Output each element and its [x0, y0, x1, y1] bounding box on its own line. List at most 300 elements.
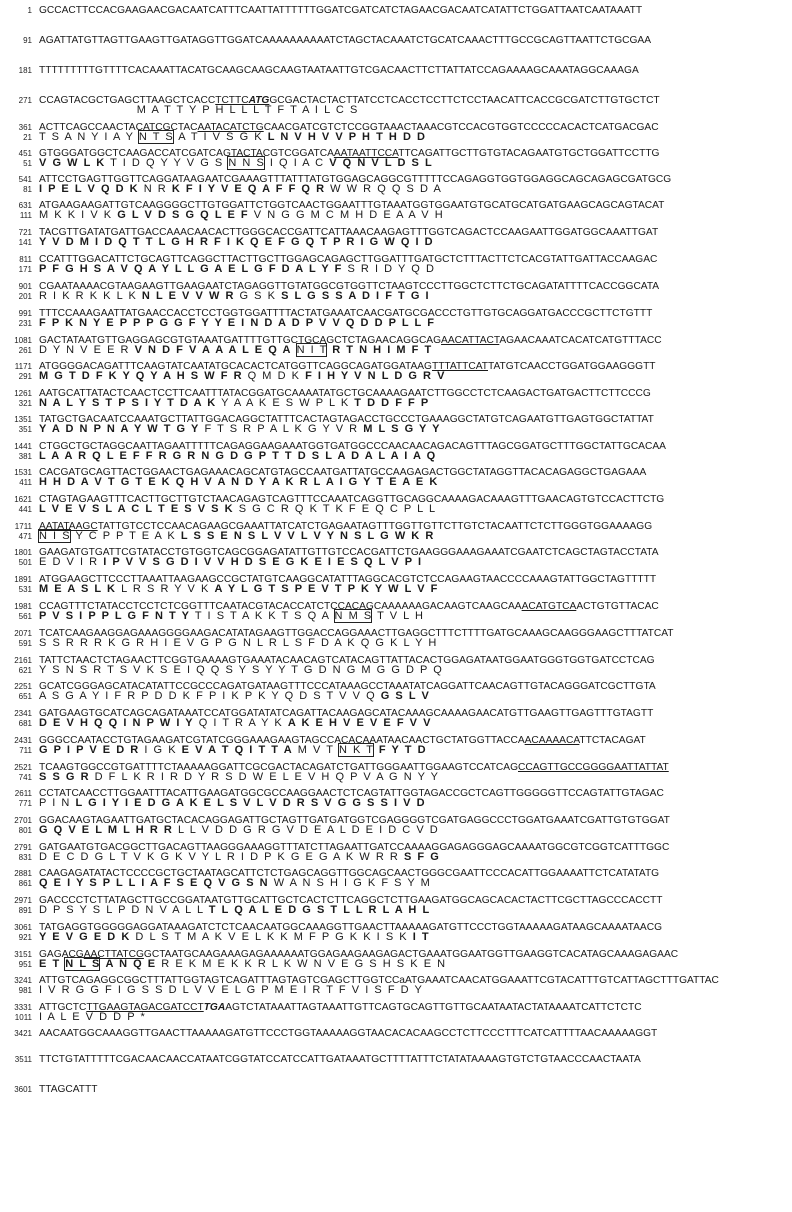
line-number: 501 [18, 558, 32, 567]
sequence-segment: L S S E N S L V V L V Y N S L G W K R [180, 530, 434, 542]
aminoacid-sequence [39, 931, 789, 944]
aminoacid-line [0, 797, 792, 810]
sequence-segment: M A T T Y P H L L L T F T A I L C S [39, 104, 358, 116]
sequence-segment: ATTGCTC [39, 1002, 87, 1013]
aminoacid-line [0, 317, 792, 330]
sequence-segment: S F G [403, 851, 439, 863]
aminoacid-sequence [39, 317, 789, 330]
line-number: 351 [18, 425, 32, 434]
sequence-segment: F I H Y V N L D G R V [305, 370, 445, 382]
line-number: 91 [23, 36, 32, 45]
nucleotide-line [0, 4, 792, 17]
aminoacid-sequence [39, 797, 789, 810]
glycosylation-site-box: N I T [296, 344, 327, 356]
nucleotide-sequence [39, 64, 789, 77]
sequence-segment: E V A T Q I T T A [181, 744, 292, 756]
underlined-motif: ACATGTCA [521, 601, 577, 612]
sequence-segment: T I S T A K K T S Q A [188, 610, 335, 622]
sequence-segment: AGAACAAATCACATCATGTTTACC [499, 335, 662, 346]
aminoacid-sequence [39, 958, 789, 971]
sequence-segment: K F I Y V E Q A F F Q R [171, 183, 325, 195]
aminoacid-sequence [39, 157, 789, 170]
nucleotide-line [0, 1053, 792, 1066]
line-number: 901 [18, 282, 32, 291]
sequence-segment: TTTTTTTTTGTTTTCACAAATTACATGCAAGCAAGCAAGTAATAATTGTCGACAACTTCTTATTATCCAGAAAAGCAAATAGGCAAAGA [39, 65, 639, 76]
sequence-segment: GACTATAATGTTGAGGAGCGTGTAAATGATTTTGTTGCTGCAGCTCTAGAACAGGCAG [39, 335, 442, 346]
nucleotide-sequence [39, 1027, 789, 1040]
line-number: 3601 [14, 1085, 32, 1094]
sequence-segment: I T [412, 931, 429, 943]
sequence-segment: P I N [39, 797, 76, 809]
nucleotide-line [0, 1027, 792, 1040]
aminoacid-sequence [39, 423, 789, 436]
sequence-segment: P F G H S A V Q A Y L L G A E L G F D A L Y F [39, 263, 342, 275]
aminoacid-sequence [39, 476, 789, 489]
aminoacid-sequence [39, 904, 789, 917]
underlined-motif: ACAAAACA [524, 735, 580, 746]
line-number: 991 [18, 309, 32, 318]
line-number: 411 [19, 478, 32, 487]
aminoacid-line [0, 263, 792, 276]
sequence-segment: ATGGAAGCTTCCCTTAAATTAAGAAGCCGCTATGTCAAGGCATATTTAGGCACGTCTCCAGAAGTAACCCCAAAGTATTGGCTAGTTTTT [39, 574, 657, 585]
sequence-segment: A T I V S G K [172, 131, 268, 143]
line-number: 2341 [14, 709, 32, 718]
line-number: 261 [18, 346, 32, 355]
sequence-segment: T L Q A L E D G S T L L R L A H L [208, 904, 430, 916]
sequence-segment: E D V I R [39, 556, 104, 568]
line-number: 1891 [14, 575, 32, 584]
aminoacid-line [0, 503, 792, 516]
sequence-segment: G S K [233, 290, 282, 302]
line-number: 291 [18, 372, 32, 381]
sequence-segment: TATGCTGACAATCCAAATGCTTATTGGACAGGCTATTTCACTAGTAGACCTGCCCTGAAAGGCTATGTCAGAATGTTGAGTGGCTATTAT [39, 414, 654, 425]
sequence-segment: TTCTACAGAT [579, 735, 646, 746]
line-number: 321 [18, 399, 32, 408]
sequence-segment: I P V V S G D I V V H D S E G K E I E S Q L V P I [103, 556, 422, 568]
line-number: 2791 [14, 843, 32, 852]
sequence-segment: GGACAAGTAGAATTGATGCTACACAGGAGATTGCTAGTTGATGATGGTCGAGGGGTCGATGAGGCCCTGGATGAAATCGATTGTGTGGAT [39, 815, 670, 826]
sequence-segment: D Y N V E E R [39, 344, 135, 356]
aminoacid-sequence [39, 104, 789, 117]
line-number: 1081 [14, 336, 32, 345]
line-number: 1531 [14, 468, 32, 477]
aminoacid-line [0, 290, 792, 303]
sequence-segment: M G T D F K Y Q Y A H S W F R [39, 370, 242, 382]
aminoacid-line [0, 344, 792, 357]
sequence-segment: T V L H [371, 610, 423, 622]
glycosylation-site-box: N N S [228, 157, 264, 169]
sequence-segment: ATGAAGAAGATTGTCAAGGGGCTTGTGGATTCTGGTCAACTGGAATTTGTAAATGGTGGAATGTGCATGCATGATGAAGCAGCAGTACAT [39, 200, 665, 211]
sequence-segment: TATGAGGTGGGGGAGGATAAAGATCTCTCAACAATGGCAAAGGTTGAACTTAAAAAGATGTTCCCTGGTAAAAAGATAAGCAAAATAACG [39, 922, 662, 933]
line-number: 2431 [14, 736, 32, 745]
sequence-segment: TGA [203, 1002, 226, 1013]
aminoacid-sequence [39, 397, 789, 410]
sequence-segment: TATGTCAACCTGGATGGAAGGGTT [488, 361, 656, 372]
aminoacid-sequence [39, 583, 789, 596]
line-number: 231 [18, 319, 32, 328]
sequence-segment: M L S G Y Y [363, 423, 440, 435]
sequence-segment: L V E V S L A C L T E S V S K [39, 503, 233, 515]
sequence-segment: G Q V E L M L H R R [39, 824, 172, 836]
sequence-segment: CAACGATCGTCTCCGGTAAACTAAACGTCCACGTGGTCCCCCACACTCATGACGAC [263, 122, 659, 133]
sequence-segment: ACTTCAGCCAACTACATCGCTAC [39, 122, 198, 133]
sequence-segment: V G W L K [39, 157, 105, 169]
aminoacid-sequence [39, 637, 789, 650]
underlined-motif: ATG [248, 95, 270, 106]
sequence-segment: AGTCTATAAATTAGTAAATTGTTCAGTGCAGTTGTTGCAATAATACTATAAAATCATTCTCTC [225, 1002, 642, 1013]
line-number: 981 [18, 986, 32, 995]
sequence-segment: TTTCCAAAGAATTATGAACCACCTCCTGGTGGATTTTACTATGAAATCAACGATGCGACCCTGTTGTGCAGGATGACCCGCTTCTGTTT [39, 308, 653, 319]
line-number: 471 [18, 532, 32, 541]
aminoacid-line [0, 931, 792, 944]
nucleotide-sequence [39, 1083, 789, 1096]
sequence-segment: L G I Y I E D G A K E L S V L V D R S V G G S S I V D [75, 797, 425, 809]
sequence-segment: G S L V [380, 690, 429, 702]
aminoacid-sequence [39, 503, 789, 516]
sequence-segment: G P I P V E D R [39, 744, 139, 756]
sequence-segment: TCAAGTGGCCGTGATTTTCTAAAAAGGATTCGCGACTACAGATCTGATTGGGAATTGGAAGTCCATCAG [39, 762, 518, 773]
sequence-segment: D E C D G L T V K G K V Y L R I D P K G E G A K W R R [39, 851, 404, 863]
sequence-segment: V N D F V A A A L E Q A [134, 344, 291, 356]
sequence-segment: CCAGTACGCTGAGCTTAAGCTCACC [39, 95, 216, 106]
sequence-segment: V N G G M C M H D E A A V H [247, 209, 443, 221]
line-number: 2521 [14, 763, 32, 772]
sequence-segment: ATTGTCAGAGGCGGCTTTATTGGTAGTCAGATTTAGTAGTCGAGCTTGGTCCaATGAAATCAACATGGAAATTCGTACATTTGTCATTAGCTTTGATTAC [39, 975, 719, 986]
nucleotide-sequence [39, 34, 789, 47]
aminoacid-line [0, 958, 792, 971]
sequence-segment: I Q I A C [263, 157, 330, 169]
underlined-motif: AATAATTCCA [333, 148, 399, 159]
sequence-segment: L A A R Q L E F F R G R N G D G P T T D S L A D A L A I A Q [39, 450, 436, 462]
line-number: 141 [18, 238, 32, 247]
sequence-segment: L R S R Y V K [115, 583, 215, 595]
line-number: 2611 [14, 789, 32, 798]
aminoacid-line [0, 1011, 792, 1024]
aminoacid-sequence [39, 556, 789, 569]
sequence-segment: D P S Y S L P D N V A L L [39, 904, 209, 916]
nucleotide-sequence [39, 4, 789, 17]
aminoacid-sequence [39, 263, 789, 276]
sequence-segment: A K E H V E V E F V V [287, 717, 431, 729]
aminoacid-line [0, 904, 792, 917]
sequence-segment: ATTCCTGAGTTGGTTCAGGATAAGAATCGAAAGTTTATTTATGTGGAGCAGGCGTTTTTCCAGAGGTGGTGGAGGCAGCAGAGCGATGCG [39, 174, 672, 185]
sequence-segment: AATGCATTATACTCAACTCCTTCAATTTATACGGATGCAAAATATGCTGCAAAAGAATCTTGGCCTCTCAAGACTGATGACTTCTTCCCG [39, 388, 651, 399]
sequence-segment: N L E V V W R [141, 290, 234, 302]
aminoacid-sequence [39, 183, 789, 196]
line-number: 451 [18, 149, 32, 158]
aminoacid-line [0, 530, 792, 543]
aminoacid-sequence [39, 344, 789, 357]
nucleotide-line [0, 1083, 792, 1096]
line-number: 1 [27, 6, 32, 15]
underlined-motif: TCTTC [215, 95, 249, 106]
line-number: 651 [18, 692, 32, 701]
line-number: 81 [23, 185, 32, 194]
line-number: 741 [18, 773, 32, 782]
aminoacid-sequence [39, 610, 789, 623]
aminoacid-sequence [39, 370, 789, 383]
glycosylation-site-box: N T S [138, 131, 173, 143]
sequence-segment: D F L K R I R D Y R S D W E L E V H Q P V A G N Y Y [88, 771, 438, 783]
sequence-segment: GTGGGATGGCTCAAGACCATCGATCAGTACTACGTCGGATCA [39, 148, 334, 159]
aminoacid-sequence [39, 209, 789, 222]
sequence-segment: W A N S H I G K F S Y M [267, 877, 430, 889]
sequence-segment: GCCACTTCCACGAAGAACGACAATCATTTCAATTATTTTTTGGATCGATCATCTAGAACGACAATCATATTCTGGATTAATCAATAAATT [39, 5, 643, 16]
line-number: 1621 [14, 495, 32, 504]
aminoacid-line [0, 104, 792, 117]
sequence-segment: AGATTATGTTAGTTGAAGTTGATAGGTTGGATCAAAAAAAAAATCTAGCTACAAATCTGCATCAAACTTTGCCGCAGTTAATTCTGCGAA [39, 35, 652, 46]
aminoacid-line [0, 771, 792, 784]
aminoacid-line [0, 717, 792, 730]
aminoacid-sequence [39, 717, 789, 730]
line-number: 831 [18, 853, 32, 862]
line-number: 631 [18, 201, 32, 210]
sequence-segment: GACCCCTCTTATAGCTTGCCGGATAATGTTGCATTGCTCACTCTTCAGGCTCTTGAAGATGGCAGCACACTACTTCGCTTAGCCCACCTT [39, 895, 663, 906]
glycosylation-site-box: N K T [338, 744, 373, 756]
line-number: 21 [23, 133, 32, 142]
aminoacid-line [0, 610, 792, 623]
aminoacid-line [0, 984, 792, 997]
sequence-segment: CCAGTTTCTATACCTCCTCTCGGTTTCAATACGTACACCATCTCCACAGCAAAAAAGACAAGTCAAGCAA [39, 601, 522, 612]
aminoacid-sequence [39, 1011, 789, 1024]
underlined-motif: AATATAAGC [39, 521, 98, 532]
line-number: 181 [18, 66, 32, 75]
aminoacid-line [0, 236, 792, 249]
line-number: 771 [18, 799, 32, 808]
sequence-segment: ATGGGGACAGATTTCAAGTATCAATATGCACACTCATGGTTCAGGCAGATGGATAAG [39, 361, 432, 372]
sequence-segment: GCATCGGGAGCATACATATTCCGCCCAGATGATAAGTTTCCCATAAAGCCTAAATATCAGGATTCAACAGTTGTACAGGGATCGCTTGTA [39, 681, 656, 692]
sequence-segment: F Y T D [378, 744, 426, 756]
sequence-segment: N A L Y S T P S I Y T D A K [39, 397, 216, 409]
sequence-segment: R T N H I M F T [332, 344, 432, 356]
line-number: 171 [18, 265, 32, 274]
aminoacid-sequence [39, 877, 789, 890]
sequence-segment: G L V D S G Q L E F [117, 209, 248, 221]
aminoacid-line [0, 209, 792, 222]
sequence-segment: R E K M E K K R L K W N V E G S H S K E N [155, 958, 446, 970]
sequence-segment: CTAGTAGAAGTTTCACTTGCTTGTCTAACAGAGTCAGTTTCCAAATCAGGTTGCAGGCAAAAGACAAAGTTTGAACAGTGTCCACTTCTG [39, 494, 665, 505]
sequence-segment: CCATTTGGACATTCTGCAGTTCAGGCTTACTTGCTTGGAGCAGAGCTTGGATTTGATGCTCTTTACTTCTCACGTATTGATTACCAAGAC [39, 254, 658, 265]
sequence-segment [290, 344, 296, 356]
sequence-segment: S S R R R K G R H I E V G P G N L R L S F D A K Q G K L Y H [39, 637, 437, 649]
sequence-segment: S S G R [39, 771, 89, 783]
sequence-segment: M V T [291, 744, 339, 756]
aminoacid-sequence [39, 744, 789, 757]
line-number: 2881 [14, 869, 32, 878]
line-number: 3331 [14, 1003, 32, 1012]
aminoacid-line [0, 423, 792, 436]
line-number: 951 [18, 960, 32, 969]
line-number: 3151 [14, 950, 32, 959]
underlined-motif: TTTATTCAT [431, 361, 488, 372]
line-number: 1801 [14, 548, 32, 557]
sequence-segment: I A L E V D D P * [39, 1011, 145, 1023]
sequence-segment: S G C R Q K T K F E Q C P L L [232, 503, 436, 515]
sequence-segment: TTCTGTATTTTTCGACAACAACCATAATCGGTATCCATCCATTGATAAATGCTTTTATTTCTATATAAAAGTGTCTGTAACCCAACTAATA [39, 1054, 641, 1065]
line-number: 111 [19, 211, 32, 220]
sequence-segment: CTGGCTGCTAGGCAATTAGAATTTTTCAGAGGAAGAAATGGTGATGGCCCAACAACAGACAGTTTAGCGGATGCTTTGGCTATTGCACAA [39, 441, 666, 452]
line-number: 1981 [14, 602, 32, 611]
aminoacid-sequence [39, 236, 789, 249]
sequence-segment: TCATCAAGAAGGAGAAAGGGGAAGACATATAGAAGTTGGACCAGGAAACTTGAGGCTTTCTTTTGATGCAAAGCAAGGGAAGCTTTATCAT [39, 628, 674, 639]
sequence-segment: TATTCTAACTCTAGAACTTCGGTGAAAAGTGAAATACAACAGTCATACAGTTATTACACTGGAGATAATGGAATGGGTGGTGATCCTCAG [39, 655, 655, 666]
sequence-segment: Q I T R A Y K [192, 717, 288, 729]
line-number: 541 [18, 175, 32, 184]
sequence-segment: I V R G G F I G S S D L V V E L G P M E I R T F V I S F D Y [39, 984, 422, 996]
glycosylation-site-box: N M S [334, 610, 372, 622]
aminoacid-line [0, 131, 792, 144]
line-number: 811 [19, 255, 32, 264]
aminoacid-line [0, 583, 792, 596]
aminoacid-sequence [39, 771, 789, 784]
sequence-segment: CAAGAGATATACTCCCCGCTGCTAATAGCATTCTCTGAGCAGGTTGGCAGCAACTGGGCGAATTCCCACATTGGAAAATTCTCATATATG [39, 868, 660, 879]
nucleotide-line [0, 64, 792, 77]
sequence-segment: Y C P P T E A K [69, 530, 181, 542]
sequence-segment: Q M D K [241, 370, 306, 382]
sequence-segment: D L S T M A K V E L K K M F P G K K I S K [129, 931, 413, 943]
aminoacid-sequence [39, 530, 789, 543]
aminoacid-line [0, 157, 792, 170]
sequence-segment: T I D Q Y Y V G S [104, 157, 229, 169]
line-number: 3421 [14, 1029, 32, 1038]
sequence-segment: TACGTTGATATGATTGACCAAACAACACTTGGGCACCGATTCATTAAACAAGAGTTTGGTCAGACTCCAAGAATTGGATGGCAAATTGAT [39, 227, 659, 238]
sequence-segment: AACAATGGCAAAGGTTGAACTTAAAAAGATGTTCCCTGGTAAAAAGGTAACACACAAGCCTCTTCCCTTTCATCATTTTAACAAAAAGGT [39, 1028, 658, 1039]
glycosylation-site-box: N I S [39, 530, 70, 542]
sequence-segment: S L G S S A D I F T G I [281, 290, 429, 302]
sequence-segment: A S G A Y I F R P D D K F P I K P K Y Q D S T V V Q [39, 690, 381, 702]
line-number: 3241 [14, 976, 32, 985]
sequence-segment: GGGCCAATACCTGTAGAAGATCGTATCGGGAAAGAAGTAGCCACACAAATAACAACTGCTATGGTTACCA [39, 735, 525, 746]
underlined-motif: AATACATCTG [197, 122, 264, 133]
glycosylation-site-box: N L S [65, 958, 100, 970]
sequence-segment: D E V H Q Q I N P W I Y [39, 717, 193, 729]
aminoacid-line [0, 877, 792, 890]
aminoacid-sequence [39, 290, 789, 303]
line-number: 1261 [14, 389, 32, 398]
sequence-segment: Y E V G E D K [39, 931, 130, 943]
line-number: 2971 [14, 896, 32, 905]
underlined-motif: AACATTACT [441, 335, 500, 346]
line-number: 531 [18, 585, 32, 594]
sequence-segment: T S A N Y I A Y [39, 131, 139, 143]
sequence-segment: M K K I V K [39, 209, 118, 221]
sequence-segment: TATTGTCCTCCAACAGAAGCGAAATTATCATCTGAGAATAGTTTGGTTGTTCTTGTCTACAATTCTCTTGGGTGGAAAAGG [97, 521, 653, 532]
underlined-motif: TTGAAGTAGACGATCCT [86, 1002, 204, 1013]
line-number: 3511 [14, 1055, 32, 1064]
sequence-segment: R I K R K K L K [39, 290, 142, 302]
line-number: 861 [18, 879, 32, 888]
aminoacid-sequence [39, 664, 789, 677]
sequence-segment: A Y L G T S P E V T P K Y W L V F [214, 583, 438, 595]
aminoacid-sequence [39, 824, 789, 837]
sequence-segment: P V S I P P L G F N T Y [39, 610, 189, 622]
line-number: 1011 [14, 1013, 32, 1022]
aminoacid-line [0, 824, 792, 837]
aminoacid-line [0, 476, 792, 489]
line-number: 721 [18, 228, 32, 237]
aminoacid-line [0, 397, 792, 410]
line-number: 801 [18, 826, 32, 835]
line-number: 361 [18, 123, 32, 132]
sequence-segment: L N V H V V P H T H D D [267, 131, 425, 143]
sequence-segment: GATGAATGTGACGGCTTGACAGTTAAGGGAAAGGTTTATCTTAGAATTGATCCAAAAGGAGAGGGAGCAAAATGGCGTCGGTCATTTGGC [39, 842, 670, 853]
line-number: 1711 [14, 522, 32, 531]
line-number: 681 [18, 719, 32, 728]
aminoacid-line [0, 744, 792, 757]
line-number: 441 [18, 505, 32, 514]
aminoacid-sequence [39, 984, 789, 997]
underlined-motif: AACTTATCG [83, 949, 144, 960]
aminoacid-line [0, 450, 792, 463]
sequence-segment: CCTATCAACCTTGGAATTTACATTGAAGATGGCGCCAAGGAACTCTCAGTATTGGTAGACCGCTCAGTTGGGGGTTCCAGTATTGTAGAC [39, 788, 664, 799]
line-number: 921 [18, 933, 32, 942]
sequence-segment: GCTAATGCAAGAAAGAGAAAAAATGGAGAAGAAGAGACTGAAATGGAATGGTTGAAGGTCACATAGCAAAGAGAAC [143, 949, 679, 960]
sequence-segment: Y V D M I D Q T T L G H R F I K Q E F G Q T P R I G W Q I D [39, 236, 433, 248]
sequence-segment: Y S N S R T S V K S E I Q Q S Y S Y Y T G D N G M G G D P Q [39, 664, 442, 676]
sequence-segment: CGAATAAAACGTAAGAAGTTGAAGAATCTAGAGGTTGTATGGCGTGGTTCTAAGTCCCTTGGCTCTTCTGCAGATATTTTCACCGGCATA [39, 281, 660, 292]
sequence-segment: E T [39, 958, 66, 970]
aminoacid-line [0, 556, 792, 569]
sequence-segment: S R I D Y Q D [341, 263, 434, 275]
line-number: 2071 [14, 629, 32, 638]
sequence-segment: GATGAAGTGCATCAGCAGATAAATCCATGGATATATCAGATTACAAGAGCATACAAAGCAAAAGAACATGTTGAAGTTGAGTTTGTAGTT [39, 708, 654, 719]
aminoacid-line [0, 370, 792, 383]
line-number: 621 [18, 666, 32, 675]
aminoacid-line [0, 183, 792, 196]
nucleotide-sequence [39, 1053, 789, 1066]
line-number: 381 [18, 452, 32, 461]
aminoacid-sequence [39, 690, 789, 703]
line-number: 201 [18, 292, 32, 301]
sequence-segment: GCGACTACTACTTATCCTCACCTCCTTCTCCTAACATTCACCGCGATCTTGTGCTCT [269, 95, 660, 106]
sequence-segment: TTCAGATTGCTTGTGTACAGAATGTGCTGGATTCCTTG [398, 148, 660, 159]
aminoacid-line [0, 851, 792, 864]
sequence-segment: M E A S L K [39, 583, 115, 595]
sequence-segment: L L V D D G R G V D E A L D E I D C V D [171, 824, 438, 836]
sequence-segment: V Q N V L D S L [329, 157, 432, 169]
aminoacid-line [0, 664, 792, 677]
sequence-segment: H H D A V T G T E K Q H V A N D Y A K R L A I G Y T E A E K [39, 476, 438, 488]
line-number: 711 [19, 746, 32, 755]
underlined-motif: CCAGTTGCCGGGGAATTATTAT [518, 762, 669, 773]
aminoacid-sequence [39, 450, 789, 463]
sequence-segment: TTAGCATTT [39, 1084, 98, 1095]
sequence-segment: F P K N Y E P P P G G F Y Y E I N D A D P V V Q D D P L L F [39, 317, 434, 329]
aminoacid-line [0, 637, 792, 650]
sequence-segment: Y A D N P N A Y W T G Y [39, 423, 199, 435]
line-number: 271 [18, 96, 32, 105]
line-number: 3061 [14, 923, 32, 932]
line-number: 891 [18, 906, 32, 915]
line-number: 591 [18, 639, 32, 648]
sequence-segment: I P E L V Q D K [39, 183, 138, 195]
sequence-segment: F T S R P A L K G Y V R [198, 423, 364, 435]
nucleotide-line [0, 34, 792, 47]
sequence-segment: ACTGTGTTACAC [576, 601, 659, 612]
sequence-segment: GAAGATGTGATTCGTATACCTGTGGTCAGCGGAGATATTGTTGTCCACGATTCTGAAGGGAAAGAAATCGAATCTCAGCTAGTACCTATA [39, 547, 659, 558]
line-number: 1171 [14, 362, 32, 371]
sequence-segment: A N Q E [105, 958, 156, 970]
sequence-segment: GAGACG [39, 949, 84, 960]
aminoacid-line [0, 690, 792, 703]
sequence-segment: N R [137, 183, 172, 195]
line-number: 51 [23, 159, 32, 168]
line-number: 2161 [14, 656, 32, 665]
line-number: 2251 [14, 682, 32, 691]
line-number: 1351 [14, 415, 32, 424]
sequence-segment: Q E I Y S P L L I A F S E Q V G S N [39, 877, 268, 889]
sequence-segment: Y A A K E S W P L K [215, 397, 355, 409]
